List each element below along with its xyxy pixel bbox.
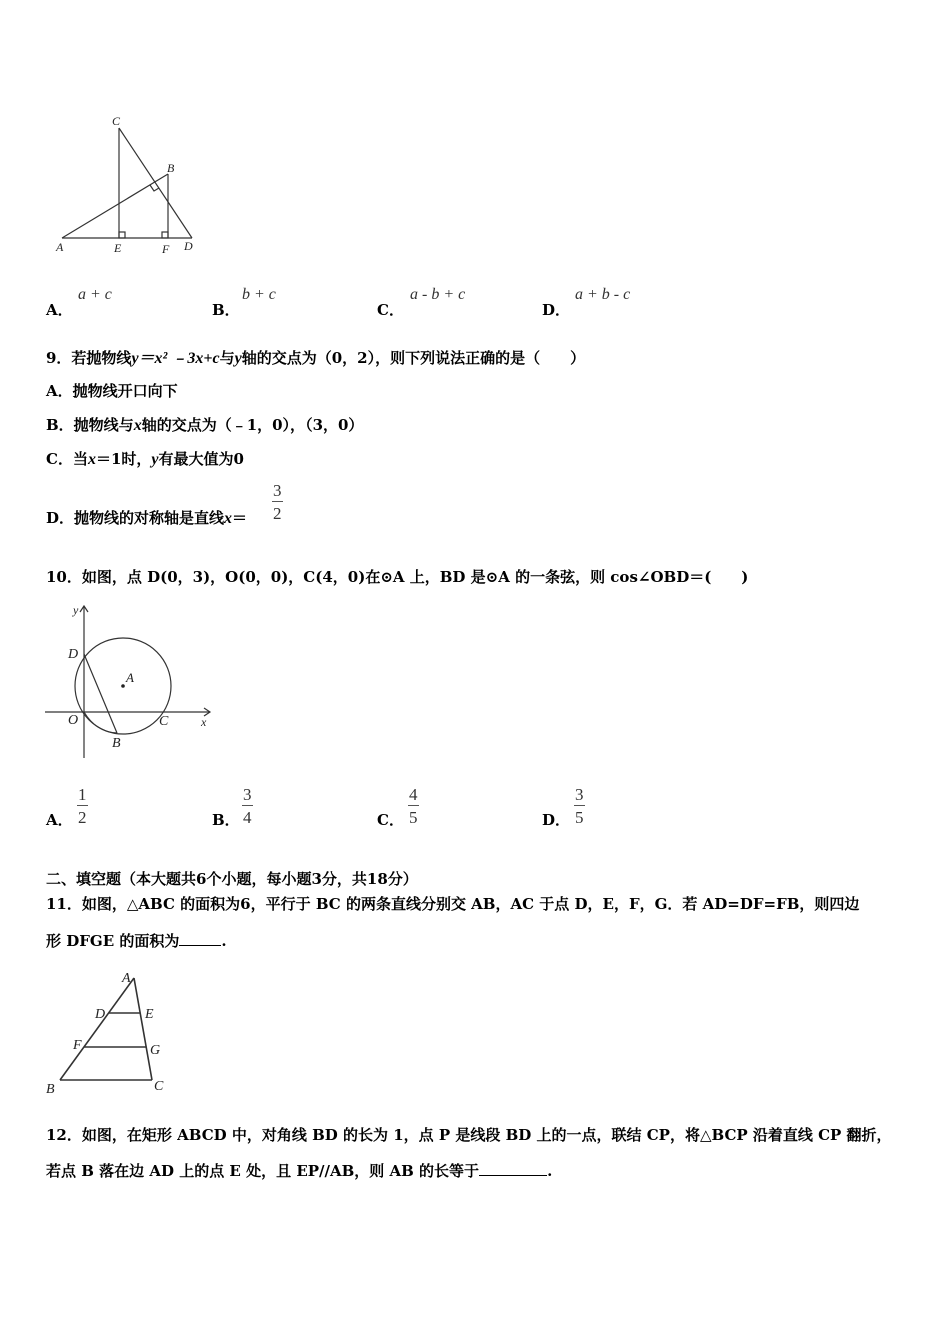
label-A: A — [56, 240, 64, 254]
label-y: y — [73, 603, 79, 617]
q8-option-d-label: D． — [542, 301, 571, 319]
q10-option-b-num: 3 — [243, 785, 252, 804]
right-angle-E — [119, 232, 125, 238]
q9-option-c — [46, 448, 244, 469]
q8-option-a-label: A． — [46, 301, 73, 319]
q8-option-d-expr: a + b - c — [575, 286, 631, 303]
q9-option-b-pre: B．抛物线与 — [46, 416, 134, 434]
q12-stem-line2-post: . — [547, 1162, 553, 1180]
label-A: A — [122, 971, 131, 986]
q10-option-c-den: 5 — [409, 808, 418, 827]
q10-option-d-label: D． — [542, 811, 571, 829]
label-A: A — [126, 670, 134, 685]
q8-option-b-expr: b + c — [242, 286, 276, 303]
label-F: F — [73, 1038, 82, 1053]
label-D: D — [68, 647, 79, 662]
label-C: C — [159, 714, 169, 729]
q9-option-d-fraction — [272, 482, 283, 522]
q10-option-d-num: 3 — [575, 785, 584, 804]
q10-option-d-fraction — [574, 786, 585, 826]
q11-figure — [44, 966, 174, 1096]
label-E: E — [145, 1007, 154, 1022]
label-x: x — [201, 715, 207, 729]
segment-AC — [134, 978, 152, 1080]
section-2-heading: 二、填空题（本大题共6个小题，每小题3分，共18分） — [46, 870, 418, 888]
q9-option-c-y: y — [151, 451, 159, 468]
q8-figure — [50, 108, 210, 260]
q11-answer-blank[interactable] — [179, 931, 221, 946]
q8-option-c-expr: a - b + c — [410, 286, 466, 303]
q8-option-a-expr: a + c — [78, 286, 112, 303]
q10-option-d-den: 5 — [575, 808, 584, 827]
q12-stem-line2 — [46, 1160, 552, 1181]
q10-stem: 10．如图，点 D(0，3)，O(0，0)，C(4，0)在⊙A 上，BD 是⊙A 的一条弦，则 cos∠OBD＝( ) — [46, 568, 749, 586]
q9-stem-y: y — [234, 350, 242, 367]
q9-option-c-mid: ＝1时， — [95, 450, 152, 468]
q9-option-c-x: x — [87, 451, 96, 468]
label-C: C — [154, 1079, 164, 1094]
label-O: O — [68, 713, 79, 728]
label-B: B — [112, 736, 121, 751]
label-B: B — [46, 1082, 55, 1096]
q8-option-b-label: B． — [212, 301, 240, 319]
segment-AB — [60, 978, 134, 1080]
q10-option-a-fraction — [77, 786, 88, 826]
segment-AB — [62, 174, 168, 238]
q11-stem-line1: 11．如图，△ABC 的面积为6，平行于 BC 的两条直线分别交 AB，AC 于点 D，E，F，G．若 AD=DF=FB，则四边 — [46, 895, 860, 913]
q9-option-d-eq: ＝ — [232, 509, 248, 527]
label-D: D — [184, 239, 193, 253]
q11-stem-line2 — [46, 930, 227, 951]
q9-option-d-x: x — [224, 510, 233, 527]
q10-option-b-fraction — [242, 786, 253, 826]
q8-option-c-label: C． — [377, 301, 404, 319]
q11-stem-line2-pre: 形 DFGE 的面积为 — [46, 932, 180, 950]
q9-option-d-num: 3 — [273, 481, 282, 500]
q10-option-b-label: B． — [212, 811, 240, 829]
q10-option-c-num: 4 — [409, 785, 418, 804]
q12-stem-line1: 12．如图，在矩形 ABCD 中，对角线 BD 的长为 1，点 P 是线段 BD 上的一点，联结 CP，将△BCP 沿着直线 CP 翻折， — [46, 1126, 892, 1144]
q10-option-b-den: 4 — [243, 808, 252, 827]
label-E: E — [114, 241, 122, 255]
q10-figure — [40, 598, 220, 763]
center-point-A — [121, 684, 125, 688]
label-G: G — [150, 1043, 161, 1058]
q9-option-b-post: 轴的交点为（﹣1，0），（3，0） — [141, 416, 364, 434]
q10-option-a-num: 1 — [78, 785, 87, 804]
q10-option-a-label: A． — [46, 811, 73, 829]
q9-option-b — [46, 414, 363, 435]
q10-option-a-den: 2 — [78, 808, 87, 827]
q9-option-d-den: 2 — [273, 504, 282, 523]
q9-option-d-pre: D．抛物线的对称轴是直线 — [46, 509, 225, 527]
segment-CD — [119, 128, 192, 238]
q9-option-d — [46, 507, 247, 528]
q9-option-c-post: 有最大值为0 — [158, 450, 244, 468]
q9-option-c-pre: C．当 — [46, 450, 88, 468]
right-angle-F — [162, 232, 168, 238]
q9-option-b-x: x — [133, 417, 142, 434]
q9-option-a: A．抛物线开口向下 — [46, 382, 178, 400]
q12-stem-line2-pre: 若点 B 落在边 AD 上的点 E 处，且 EP//AB，则 AB 的长等于 — [46, 1162, 480, 1180]
q9-stem — [46, 345, 585, 368]
q12-answer-blank[interactable] — [479, 1161, 547, 1176]
q9-equation: y＝x² ﹣3x+c — [131, 350, 220, 367]
q9-stem-pre: 9．若抛物线 — [46, 349, 132, 367]
q10-option-c-fraction — [408, 786, 419, 826]
label-D: D — [95, 1007, 106, 1022]
chord-BD — [84, 654, 117, 733]
label-B: B — [167, 161, 175, 175]
label-F: F — [162, 242, 170, 256]
q10-option-c-label: C． — [377, 811, 404, 829]
q9-stem-mid: 与 — [219, 349, 235, 367]
q11-stem-line2-post: . — [221, 932, 227, 950]
q9-stem-post: 轴的交点为（0，2），则下列说法正确的是（ ） — [241, 349, 586, 367]
label-C: C — [112, 114, 121, 128]
